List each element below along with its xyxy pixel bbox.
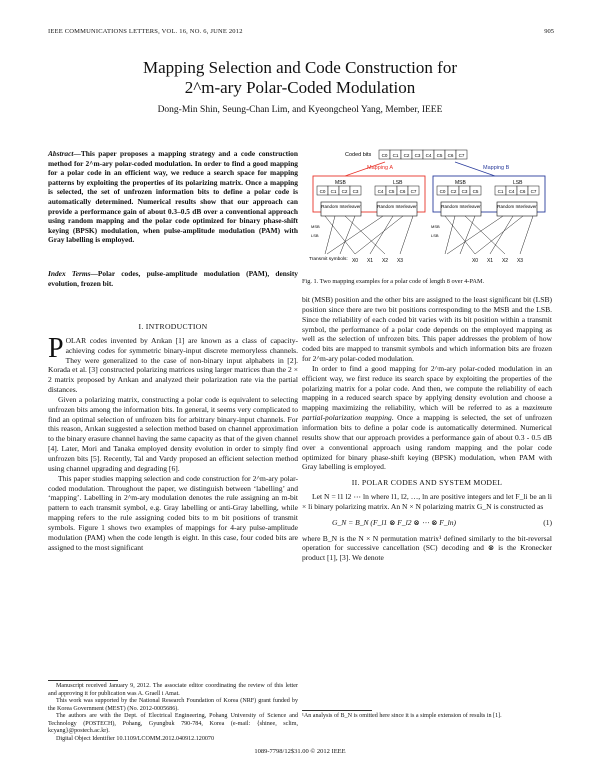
small-lsb-b: LSB — [431, 233, 439, 238]
interleaver-connections — [325, 216, 533, 254]
coded-bit-cell-label: C2 — [403, 152, 410, 158]
mapping-a-msb-cell-label: C1 — [330, 188, 337, 194]
transmit-symbol: X0 — [471, 258, 479, 264]
interleaver-label: Random Interleaver — [497, 204, 537, 209]
author-list: Dong-Min Shin, Seung-Chan Lim, and Kyeongcheol Yang, Member, IEEE — [157, 105, 443, 115]
mapping-a-lsb-cell-label: C4 — [377, 188, 384, 194]
mapping-b-lsb-cell-label: C4 — [508, 188, 515, 194]
mapping-b-lsb-label: LSB — [513, 180, 523, 186]
copyright-line: 1089-7798/12$31.00 © 2012 IEEE — [254, 748, 346, 755]
coded-bit-cell-label: C0 — [381, 152, 388, 158]
interleaver-label: Random Interleaver — [321, 204, 361, 209]
intro-paragraph-2: Given a polarizing matrix, constructing a polar code is equivalent to selecting unfrozen bits among the information bits. In general, it seems very complicated to find an optimal selection of unfrozen bits for arbitrary binary-input channels. For this reason, Arıkan suggested a selection method based on channel approximation to the binary erasure channel having the same capacity as that of the given channel [4]. Later, Mori and Tanaka employed density evolution in order to simply find unfrozen bits [5]. Recently, Tal and Vardy proposed an efficient selection method using channel upgrading and degrading [6]. — [48, 394, 298, 473]
small-msb-b: MSB — [431, 224, 440, 229]
footnote-right: ¹An analysis of B_N is omitted here since it is a simple extension of results in [1]. — [302, 713, 502, 719]
interleavers — [321, 202, 537, 216]
index-terms-label: Index Terms— — [48, 269, 98, 278]
right-paragraph-4: where B_N is the N × N permutation matrix¹ defined similarly to the bit-reversal operation for successive cancellation (SC) decoding and ⊗ is the Kronecker product [1], [3]. We denote — [302, 533, 552, 563]
mapping-b-lsb-cell-label: C1 — [497, 188, 504, 194]
section-heading-2: II. POLAR CODES AND SYSTEM MODEL — [351, 478, 503, 488]
paper-title — [0, 58, 600, 98]
mapping-b-msb-cell-label: C5 — [472, 188, 479, 194]
index-terms-text: Polar codes, pulse-amplitude modulation (PAM), density evolution, frozen bit. — [48, 269, 298, 288]
right-paragraph-3: Let N = l1 l2 ⋯ ln where l1, l2, …, ln are positive integers and let F_li be an li × li binary polarizing matrix. An N × N polarizing matrix G_N is constructed as — [302, 492, 552, 511]
mapping-b-msb-label: MSB — [455, 180, 466, 186]
page-number: 905 — [544, 28, 554, 35]
intro-paragraph-3: This paper studies mapping selection and code construction for 2^m-ary polar-coded modulation. Throughout the paper, we distinguish between ‘labelling’ and ‘mapping’. Labelling in 2^m-ary modulation denotes the rule assigning an m-bit pattern to each transmit symbol, e.g. Gray labelling or anti-Gray labelling, while mapping refers to the rule assigning coded bits to m bit positions of transmit symbols. Figure 1 shows two examples of mappings for 4-ary pulse-amplitude modulation (PAM) when the code length is eight. In this case, four coded bits are assigned to the most significant — [48, 473, 298, 552]
coded-bit-cell-label: C4 — [425, 152, 432, 158]
right-paragraph-2b: . Once a mapping is selected, the set of unfrozen information bits to define a polar code is automatically determined. Numerical results show that our approach provides a performance gain of about 0.3 - 0.5 dB over a conventional approach using random mapping and the polar code optimized for binary phase-shift keying (BPSK) modulation, when PAM with Gray labelling is employed. — [302, 413, 553, 472]
section-heading-intro: I. INTRODUCTION — [138, 322, 208, 331]
index-terms — [48, 269, 298, 288]
mapping-a-cells — [317, 186, 419, 195]
abstract-label: Abstract— — [48, 149, 81, 158]
mapping-a-msb-cell-label: C3 — [352, 188, 359, 194]
footnote-rule — [48, 680, 118, 681]
mapping-b-msb-cell-label: C0 — [439, 188, 446, 194]
interleaver-label: Random Interleaver — [377, 204, 417, 209]
mapping-a-msb-cell-label: C2 — [341, 188, 348, 194]
transmit-symbols-a — [352, 258, 403, 264]
figure-1 — [305, 144, 550, 272]
transmit-label: Transmit symbols: — [309, 257, 348, 262]
mapping-term: maximum partial-polarization mapping — [302, 403, 552, 423]
abstract-text: This paper proposes a mapping strategy and a code construction method for 2^m-ary polar-coded modulation. In order to find a good mapping for a polar code in an efficient way, we reduce a search space for mapping patterns by exploiting the properties of its polarizing matrix. Once a mapping is selected, the set of unfrozen information bits to define a polar code is automatically determined. Numerical results show that our approach can provide a performance gain of about 0.3–0.5 dB over a conventional approach using random mapping and the polar code optimized for binary phase-shift keying (BPSK) modulation, when pulse-amplitude modulation (PAM) with Gray labelling is employed. — [48, 149, 298, 245]
mapping-a-msb-cell-label: C0 — [319, 188, 326, 194]
mapping-a-lsb-cell-label: C5 — [388, 188, 395, 194]
small-msb-a: MSB — [311, 224, 320, 229]
mapping-a-msb-label: MSB — [335, 180, 346, 186]
footnote-doi: Digital Object Identifier 10.1109/LCOMM.2012.040912.120070 — [56, 735, 215, 742]
right-paragraph-2 — [302, 364, 552, 472]
mapping-a-lsb-cell-label: C7 — [410, 188, 417, 194]
equation-1 — [302, 518, 552, 528]
coded-bit-cell-label: C3 — [414, 152, 421, 158]
transmit-symbol: X2 — [501, 258, 509, 264]
right-paragraph-1: bit (MSB) position and the other bits are assigned to the least significant bit (LSB) position since there are two bit positions corresponding to the MSB and the LSB. Since the reliability of each coded bit varies with its bit position within a transmit symbol, the performance of a polar code depends on the employed mapping as well as the selection of unfrozen bits. This paper addresses the problem of how coded bits are mapped to transmit symbols and which information bits are frozen for 2^m-ary polar-coded modulation. — [302, 295, 552, 364]
right-column — [302, 295, 552, 563]
footnote-rule-right — [302, 710, 372, 711]
footnote-block — [48, 683, 298, 743]
abstract — [48, 149, 298, 245]
transmit-symbol: X3 — [396, 258, 404, 264]
intro-paragraph-1 — [48, 332, 298, 395]
mapping-b-label: Mapping B — [483, 165, 510, 171]
mapping-a-lsb-cell-label: C6 — [399, 188, 406, 194]
equation-body: G_N = B_N (F_l1 ⊗ F_l2 ⊗ ⋯ ⊗ F_ln) — [332, 517, 457, 527]
mapping-b-lsb-cell-label: C6 — [519, 188, 526, 194]
figure-1-diagram — [305, 144, 550, 272]
title-line-2: 2^m-ary Polar-Coded Modulation — [184, 78, 416, 97]
coded-bits-label: Coded bits — [345, 152, 372, 158]
right-paragraph-2a: In order to find a good mapping for 2^m-ary polar-coded modulation in an efficient way, we first reduce its search space by exploiting the properties of the polarizing matrix for a polar code. And then, we compute the reliability of each mapping in a reduced search space by applying density evolution and choose a mapping maximizing the reliability, which will be referred to as a — [302, 363, 552, 413]
footnote-funding: This work was supported by the National Research Foundation of Korea (NRF) grant funded by the Korea Government (MEST) (No. 2012-0005686). — [48, 698, 298, 712]
coded-bit-cell-label: C5 — [436, 152, 443, 158]
footnote-affiliation: The authors are with the Dept. of Electrical Engineering, Pohang University of Science and Technology (POSTECH), Pohang, Gyungbuk 790-784, Korea (e-mail: {shinee, sclim, kcyang}@postech.ac.kr). — [48, 713, 298, 734]
equation-number: (1) — [543, 517, 552, 527]
mapping-b-cells — [437, 186, 539, 195]
small-lsb-a: LSB — [311, 233, 319, 238]
mapping-a-label: Mapping A — [367, 165, 393, 171]
intro-paragraph-1-text: OLAR codes invented by Arıkan [1] are known as a class of capacity-achieving codes for symmetric binary-input discrete memoryless channels. They were generalized to the case of non-binary input alphabets in [2]. Korada et al. [3] constructed polarizing matrices using larger matrices than the 2 × 2 matrix proposed by Arıkan and analyzed their polarization rate via the partial distances. — [48, 335, 298, 395]
drop-cap: P — [48, 332, 64, 364]
mapping-b-msb-cell-label: C3 — [461, 188, 468, 194]
coded-bit-cell-label: C7 — [458, 152, 465, 158]
transmit-symbol: X3 — [516, 258, 524, 264]
mapping-b-lsb-cell-label: C7 — [530, 188, 537, 194]
mapping-b-msb-cell-label: C2 — [450, 188, 457, 194]
coded-bit-cell-label: C1 — [392, 152, 399, 158]
transmit-symbols-b — [472, 258, 523, 264]
transmit-symbol: X1 — [366, 258, 374, 264]
transmit-symbol: X0 — [351, 258, 359, 264]
left-column — [48, 322, 298, 552]
transmit-symbol: X2 — [381, 258, 389, 264]
title-line-1: Mapping Selection and Code Construction for — [143, 58, 457, 77]
running-header: IEEE COMMUNICATIONS LETTERS, VOL. 16, NO. 6, JUNE 2012 — [48, 28, 243, 35]
footnote-manuscript: Manuscript received January 9, 2012. The associate editor coordinating the review of this letter and approving it for publication was A. Graell i Amat. — [48, 683, 298, 697]
interleaver-label: Random Interleaver — [441, 204, 481, 209]
transmit-symbol: X1 — [486, 258, 494, 264]
figure-caption: Fig. 1. Two mapping examples for a polar code of length 8 over 4-PAM. — [302, 278, 485, 285]
coded-bits-row — [379, 150, 467, 159]
coded-bit-cell-label: C6 — [447, 152, 454, 158]
mapping-a-lsb-label: LSB — [393, 180, 403, 186]
